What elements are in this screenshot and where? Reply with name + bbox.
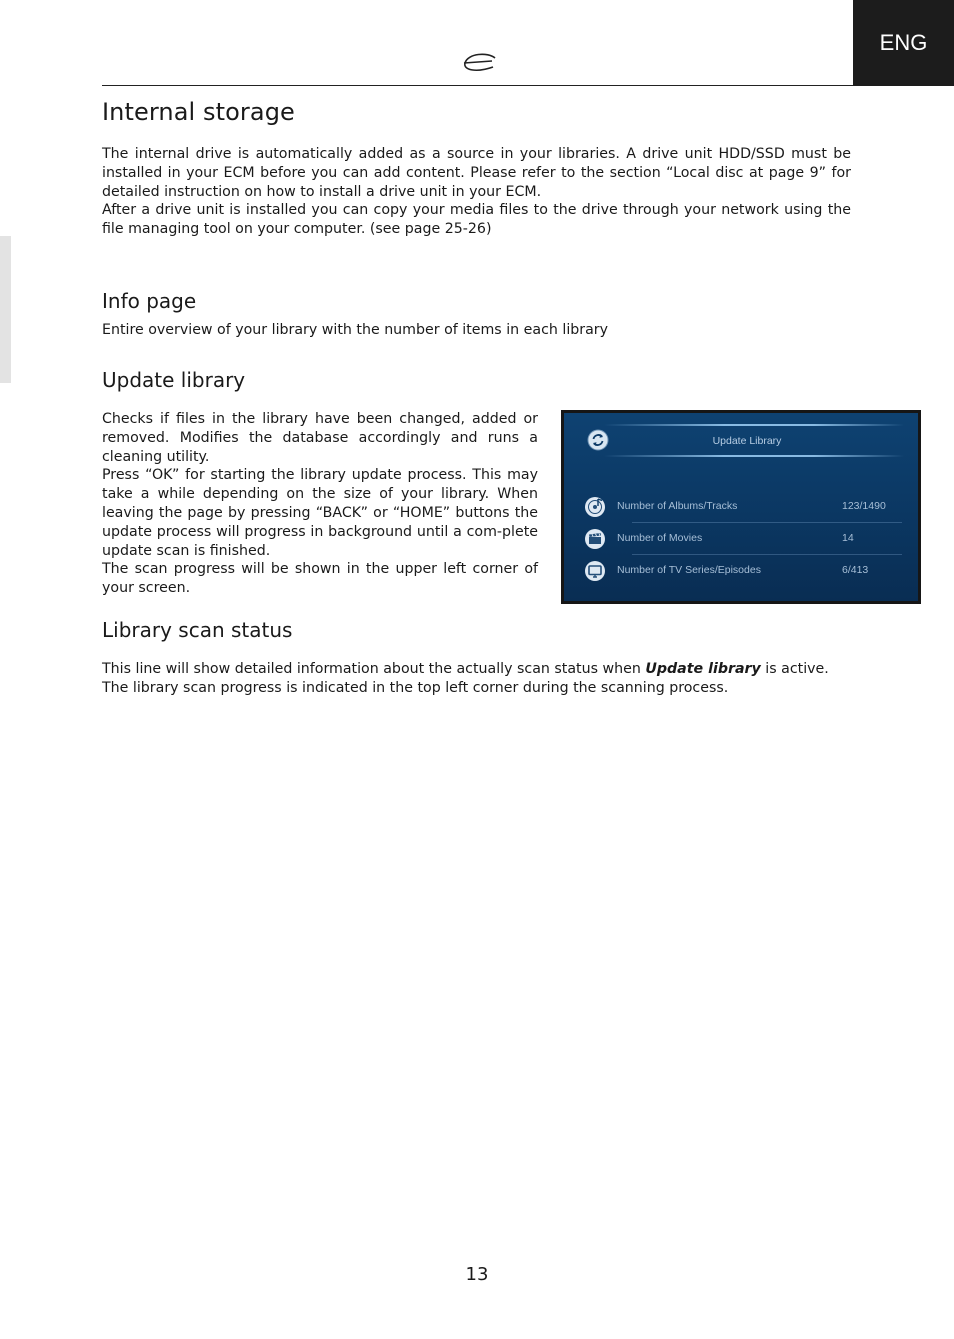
page-number: 13: [465, 1264, 489, 1285]
section-title-update-library: Update library: [102, 368, 246, 392]
paragraph: The internal drive is automatically added as a source in your libraries. A drive unit HDD/SSD must be installed in your ECM before you can add content. Please refer to the section “Local disc at page 9” for detailed instruction on how to install a drive unit in your ECM.: [102, 146, 851, 200]
section-title-library-scan-status: Library scan status: [102, 618, 293, 642]
screenshot-header-rule: [604, 455, 904, 457]
row-label: Number of Movies: [617, 532, 703, 544]
brand-logo-icon: [462, 52, 498, 74]
paragraph: The library scan progress is indicated in the top left corner during the scanning process.: [102, 679, 729, 696]
update-library-text: [102, 410, 538, 598]
emphasis-update-library: Update library: [645, 661, 761, 677]
header-divider: [102, 85, 853, 86]
update-library-screenshot: [561, 410, 921, 604]
paragraph: After a drive unit is installed you can copy your media files to the drive through your network using the file managing tool on your computer. (see page 25-26): [102, 202, 851, 238]
music-disc-icon: [584, 496, 606, 518]
section-title-info-page: Info page: [102, 289, 197, 313]
screenshot-top-rule: [604, 424, 904, 426]
side-marker: [0, 236, 11, 383]
row-value: 123/1490: [842, 500, 886, 512]
text-run: is active.: [760, 661, 829, 677]
language-tab: [853, 0, 954, 86]
screenshot-title: Update Library: [712, 435, 782, 447]
screenshot-screen: [564, 413, 918, 601]
internal-storage-text: [102, 145, 851, 239]
paragraph: Checks if files in the library have been changed, added or removed. Modifies the database accordingly and runs a cleaning utility.: [102, 411, 538, 465]
list-item: [582, 491, 902, 523]
paragraph: The scan progress will be shown in the upper left corner of your screen.: [102, 561, 538, 597]
paragraph: [102, 660, 862, 679]
row-label: Number of Albums/Tracks: [617, 500, 738, 512]
row-value: 6/413: [842, 564, 869, 576]
row-value: 14: [842, 532, 854, 544]
paragraph: Entire overview of your library with the number of items in each library: [102, 322, 609, 338]
list-item: [582, 555, 902, 587]
section-title-internal-storage: Internal storage: [102, 98, 295, 126]
paragraph: Press “OK” for starting the library update process. This may take a while depending on the size of your library. When leaving the page by pressing “BACK” or “HOME” buttons the update process will progress in background until a com-plete update scan is finished.: [102, 467, 538, 559]
language-label: ENG: [879, 30, 928, 55]
info-page-text: [102, 321, 862, 340]
tv-icon: [584, 560, 606, 582]
library-scan-status-text: [102, 660, 862, 698]
row-label: Number of TV Series/Episodes: [617, 564, 761, 576]
list-item: [582, 523, 902, 555]
text-run: This line will show detailed information about the actually scan status when: [102, 661, 646, 677]
movie-clapper-icon: [584, 528, 606, 550]
